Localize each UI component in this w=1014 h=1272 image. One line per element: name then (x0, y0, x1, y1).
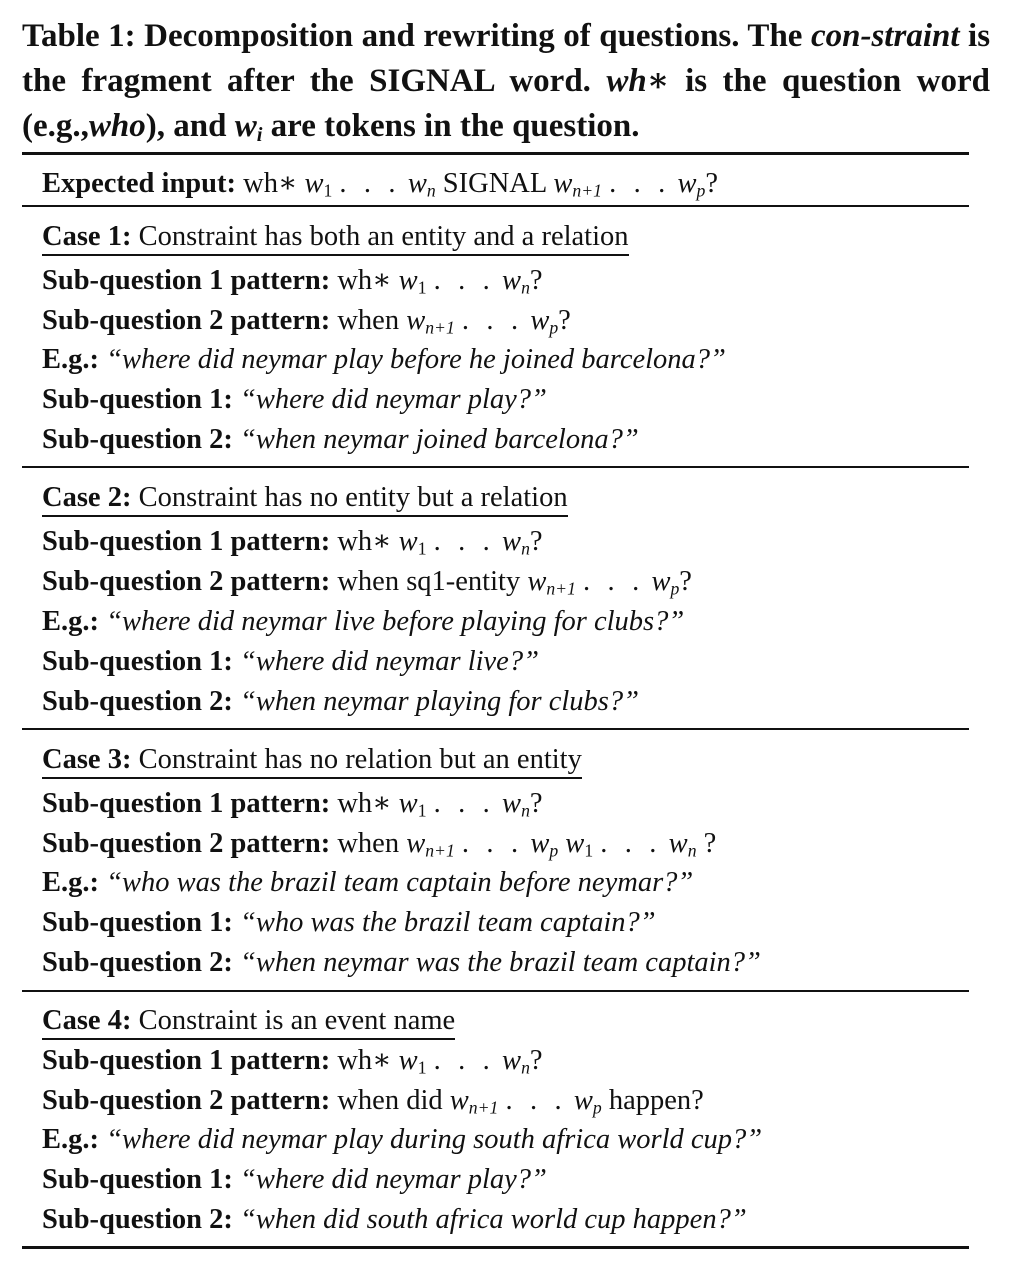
case4-sq1-row: Sub-question 1: “where did neymar play?” (42, 1164, 547, 1195)
case4-sq2-row: Sub-question 2: “when did south africa world cup happen?” (42, 1204, 747, 1235)
sq1-label: Sub-question 1: (42, 384, 233, 415)
expected-w1: $w_1$ (304, 168, 333, 201)
expected-whstar: wh∗ (243, 168, 298, 199)
caption-label: Table 1: (22, 18, 136, 54)
expected-dots-2: . . . (609, 168, 671, 199)
case2-sq1: “where did neymar live?” (239, 646, 539, 677)
case2-title-row (42, 479, 568, 517)
eg-label: E.g.: (42, 344, 99, 375)
case1-title: Case 1: Constraint has both an entity and a relation (42, 220, 629, 256)
caption-em-a: con- (810, 18, 872, 54)
sq2-label: Sub-question 2: (42, 424, 233, 455)
case1-sq2-pattern-row: Sub-question 2 pattern: when $w_{n+1}$ . . . $w_p$? (42, 305, 571, 338)
case3-sq1-pattern-row: Sub-question 1 pattern: wh∗ $w_1$ . . . $w_n$? (42, 788, 543, 821)
case1-title-row (42, 218, 629, 256)
expected-input-label: Expected input: (42, 168, 236, 199)
top-rule (22, 152, 969, 155)
caption-wi: $w_i$ (234, 108, 263, 147)
case3-sq2-row: Sub-question 2: “when neymar was the brazil team captain?” (42, 947, 761, 978)
case2-sq1-entity: sq1-entity (406, 566, 521, 597)
bottom-rule (22, 1246, 969, 1249)
case2-eg-row: E.g.: “where did neymar live before playing for clubs?” (42, 606, 685, 637)
case3-rule (22, 990, 969, 992)
case4-title-row (42, 1002, 455, 1040)
case3-eg: “who was the brazil team captain before neymar?” (106, 867, 694, 898)
case3-sq2: “when neymar was the brazil team captain?” (239, 947, 761, 978)
expected-wn: $w_n$ (407, 168, 436, 201)
sq1-pattern-label: Sub-question 1 pattern: (42, 265, 331, 296)
case3-sq1: “who was the brazil team captain?” (239, 907, 656, 938)
table-caption (22, 14, 990, 158)
case2-sq1-pattern-row: Sub-question 1 pattern: wh∗ $w_1$ . . . $w_n$? (42, 526, 543, 559)
case4-eg-row: E.g.: “where did neymar play during south africa world cup?” (42, 1124, 763, 1155)
case1-sq2-row (42, 421, 639, 459)
expected-input-row (42, 165, 718, 209)
case1-eg: “where did neymar play before he joined barcelona?” (106, 344, 726, 375)
case3-title-row (42, 741, 582, 779)
case1-sq1-pattern-row: Sub-question 1 pattern: wh∗ $w_1$ . . . $w_n$? (42, 265, 543, 298)
caption-text-e: are tokens in the question. (270, 108, 640, 144)
case1-rule (22, 466, 969, 468)
caption-em-d: who (88, 108, 146, 144)
case2-sq2-pattern-row: Sub-question 2 pattern: when sq1-entity $w_{n+1}$ . . . $w_p$? (42, 566, 692, 599)
case2-eg: “where did neymar live before playing for clubs?” (106, 606, 685, 637)
case2-sq2-row: Sub-question 2: “when neymar playing for clubs?” (42, 686, 639, 717)
case3-title: Case 3: Constraint has no relation but an entity (42, 743, 582, 779)
expected-signal: SIGNAL (442, 168, 547, 199)
case3-sq1-row: Sub-question 1: “who was the brazil team captain?” (42, 907, 656, 938)
case3-sq2-pattern-row: Sub-question 2 pattern: when $w_{n+1}$ . . . $w_p$ $w_1$ . . . $w_n$ ? (42, 828, 717, 861)
caption-em-b: straint (871, 18, 960, 54)
case2-rule (22, 728, 969, 730)
case4-sq2-pattern-row: Sub-question 2 pattern: when did $w_{n+1}$ . . . $w_p$ happen? (42, 1085, 704, 1118)
case1-eg-row (42, 341, 726, 379)
case4-happen: happen? (608, 1085, 704, 1116)
caption-text-c: is the question word (e.g., (22, 63, 991, 144)
case1-sq2: “when neymar joined barcelona?” (239, 424, 639, 455)
case4-sq1: “where did neymar play?” (239, 1164, 547, 1195)
caption-em-c: wh∗ (606, 63, 670, 99)
case2-sq1-row: Sub-question 1: “where did neymar live?” (42, 646, 539, 677)
expected-dots: . . . (339, 168, 401, 199)
caption-text-d: ), and (145, 108, 227, 144)
case1-sq1-row (42, 381, 547, 419)
case2-title: Case 2: Constraint has no entity but a relation (42, 481, 568, 517)
case4-eg: “where did neymar play during south africa world cup?” (106, 1124, 763, 1155)
case1-sq1: “where did neymar play?” (239, 384, 547, 415)
case4-did: did (406, 1085, 443, 1116)
expected-wn1: $w_{n+1}$ (553, 168, 602, 201)
caption-text-b: is the fragment after the SIGNAL word. (22, 18, 991, 99)
case2-sq2: “when neymar playing for clubs?” (239, 686, 639, 717)
sq2-pattern-label: Sub-question 2 pattern: (42, 305, 331, 336)
expected-qmark: ? (705, 168, 718, 199)
case4-sq2: “when did south africa world cup happen?” (239, 1204, 747, 1235)
caption-text-a: Decomposition and rewriting of questions. The (144, 18, 803, 54)
case4-sq1-pattern-row: Sub-question 1 pattern: wh∗ $w_1$ . . . $w_n$? (42, 1045, 543, 1078)
case4-title: Case 4: Constraint is an event name (42, 1004, 455, 1040)
expected-wp: $w_p$ (677, 168, 706, 201)
case3-eg-row: E.g.: “who was the brazil team captain before neymar?” (42, 867, 694, 898)
